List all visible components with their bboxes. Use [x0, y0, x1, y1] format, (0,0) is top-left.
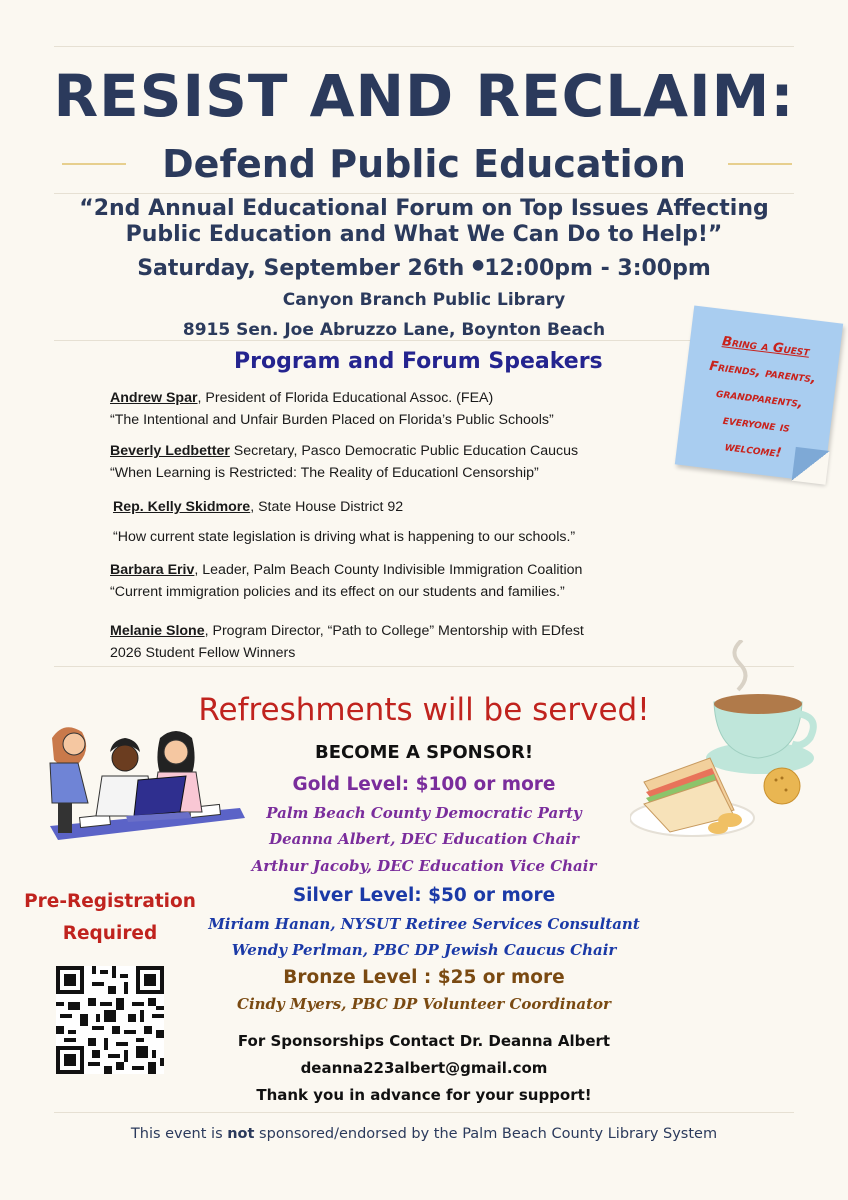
bronze-level-heading: Bronze Level : $25 or more [283, 967, 565, 988]
speaker-role: , President of Florida Educational Assoc. (FEA) [197, 390, 494, 406]
bullet-icon: ● [472, 257, 485, 273]
sticky-line-1: Bring a Guest [721, 334, 811, 360]
speaker-role: , Leader, Palm Beach County Indivisible Immigration Coalition [194, 562, 583, 578]
speaker-name: Melanie Slone [110, 623, 205, 639]
tagline-line-1: “2nd Annual Educational Forum on Top Issues Affecting [79, 196, 769, 221]
speaker-5 [110, 620, 584, 664]
gold-sponsor: Arthur Jacoby, DEC Education Vice Chair [251, 857, 597, 875]
speaker-name: Beverly Ledbetter [110, 443, 230, 459]
pre-registration-notice [20, 886, 200, 950]
contact-email[interactable]: deanna223albert@gmail.com [300, 1059, 548, 1077]
gold-sponsor: Deanna Albert, DEC Education Chair [269, 830, 579, 848]
qr-code-icon[interactable] [56, 966, 164, 1074]
page-title: RESIST AND RECLAIM: [53, 62, 795, 130]
speaker-2 [110, 440, 578, 484]
speaker-topic: “The Intentional and Unfair Burden Placed on Florida’s Public Schools” [110, 412, 554, 428]
speaker-3 [113, 496, 575, 548]
sticky-line-3: grandparents, [715, 385, 804, 412]
event-datetime [0, 256, 848, 281]
speaker-role: Secretary, Pasco Democratic Public Education Caucus [229, 443, 579, 459]
tea-sandwich-icon [630, 640, 820, 840]
speaker-name: Rep. Kelly Skidmore [113, 499, 251, 515]
event-address: 8915 Sen. Joe Abruzzo Lane, Boynton Beach [182, 320, 606, 340]
event-venue: Canyon Branch Public Library [282, 290, 566, 310]
silver-sponsor: Miriam Hanan, NYSUT Retiree Services Consultant [208, 915, 640, 933]
program-heading: Program and Forum Speakers [234, 349, 603, 374]
prereg-line-1: Pre-Registration [24, 891, 196, 912]
page-subtitle: Defend Public Education [162, 142, 686, 186]
tagline-line-2: Public Education and What We Can Do to Help!” [125, 222, 723, 247]
speaker-topic: “How current state legislation is driving what is happening to our schools.” [113, 529, 576, 545]
top-divider [54, 46, 794, 47]
silver-level-heading: Silver Level: $50 or more [292, 885, 556, 906]
gold-level-heading: Gold Level: $100 or more [292, 774, 556, 795]
page-curl-icon [792, 447, 830, 485]
speaker-role: , Program Director, “Path to College” Mentorship with EDfest [204, 623, 584, 639]
speaker-topic: 2026 Student Fellow Winners [110, 645, 296, 661]
speaker-role: , State House District 92 [250, 499, 404, 515]
speaker-1 [110, 387, 554, 431]
silver-sponsor: Wendy Perlman, PBC DP Jewish Caucus Chair [231, 941, 617, 959]
bottom-divider [54, 1112, 794, 1113]
students-laptop-icon [40, 708, 250, 853]
bring-a-guest-note [675, 305, 843, 482]
speaker-topic: “Current immigration policies and its effect on our students and families.” [110, 584, 565, 600]
speaker-topic: “When Learning is Restricted: The Reality of Educationl Censorship” [110, 465, 539, 481]
speaker-name: Barbara Eriv [110, 562, 195, 578]
speaker-name: Andrew Spar [110, 390, 198, 406]
sticky-line-5: welcome! [723, 439, 783, 462]
thank-you-line: Thank you in advance for your support! [256, 1086, 592, 1104]
library-disclaimer [0, 1126, 848, 1142]
bronze-sponsor: Cindy Myers, PBC DP Volunteer Coordinator [237, 995, 611, 1013]
disclaimer-emphasis: not [227, 1126, 255, 1142]
become-sponsor-heading: BECOME A SPONSOR! [314, 742, 534, 763]
gold-sponsor: Palm Beach County Democratic Party [266, 804, 582, 822]
header-divider [54, 193, 794, 194]
disclaimer-text: sponsored/endorsed by the Palm Beach County Library System [254, 1126, 718, 1142]
refreshments-banner: Refreshments will be served! [198, 692, 650, 728]
disclaimer-text: This event is [130, 1126, 228, 1142]
sticky-line-2: Friends, parents, [708, 358, 817, 387]
event-date: Saturday, September 26th [137, 256, 465, 281]
program-divider [54, 340, 794, 341]
sticky-line-4: everyone is [721, 412, 791, 436]
event-time: 12:00pm - 3:00pm [484, 256, 711, 281]
contact-line: For Sponsorships Contact Dr. Deanna Albert [237, 1032, 611, 1050]
event-tagline [0, 196, 848, 248]
prereg-line-2: Required [62, 923, 158, 944]
speaker-4 [110, 559, 582, 603]
